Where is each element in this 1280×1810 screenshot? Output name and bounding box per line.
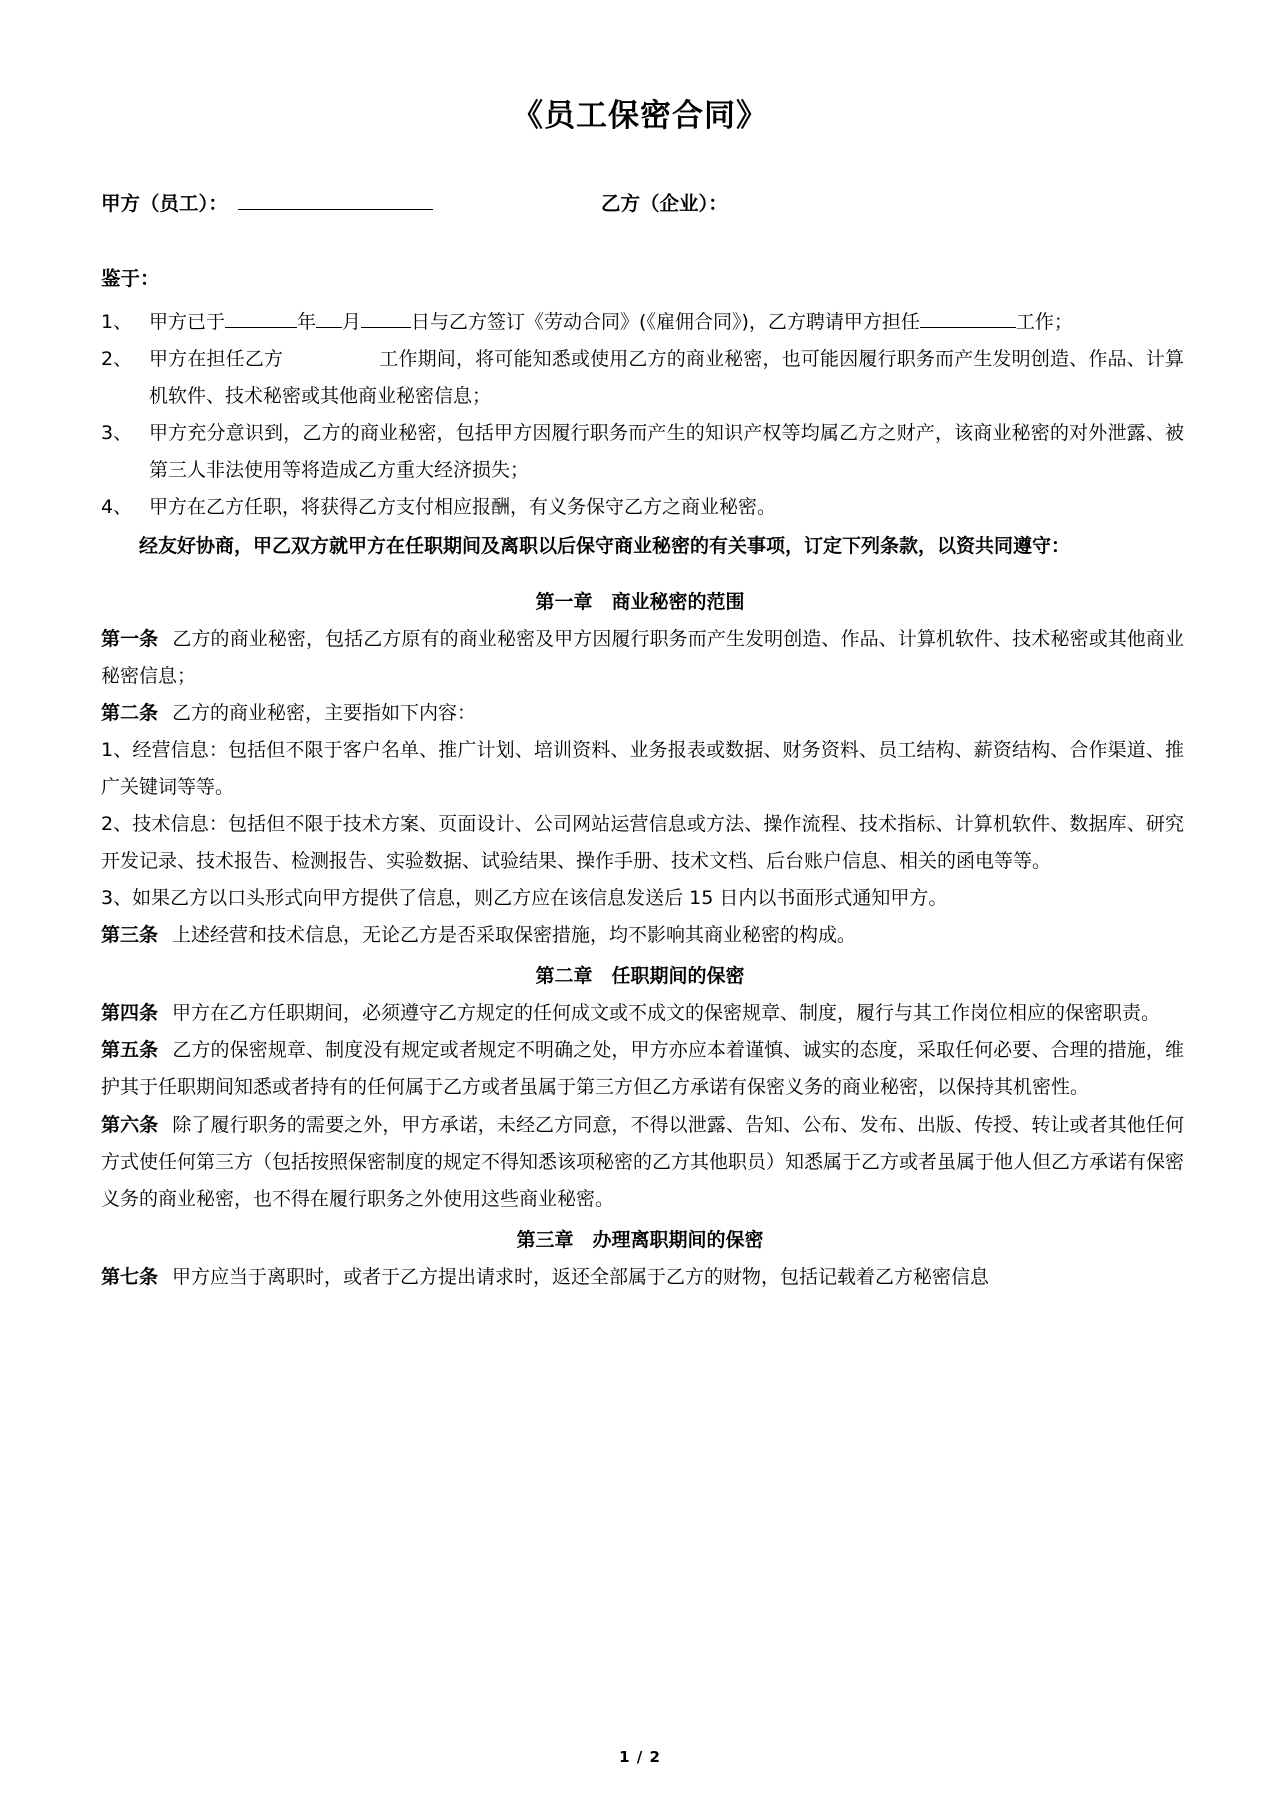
article-paragraph [96, 695, 1184, 732]
clause1-day-blank[interactable] [361, 312, 411, 328]
article-paragraph [96, 880, 1184, 917]
chapter-heading-1: 第一章 商业秘密的范围 [535, 590, 745, 613]
article-paragraph [96, 1032, 1184, 1106]
article-text: 乙方的商业秘密，包括乙方原有的商业秘密及甲方因履行职务而产生发明创造、作品、计算机软件、技术秘密或其他商业秘密信息； [101, 627, 1184, 687]
article-text: 乙方的商业秘密，主要指如下内容： [172, 702, 477, 725]
article-paragraph [96, 1259, 1184, 1296]
whereas-list [96, 304, 1184, 526]
page-number: 1 / 2 [619, 1748, 661, 1766]
clause1-seg4: 日与乙方签订《劳动合同》(《雇佣合同》)，乙方聘请甲方担任 [411, 310, 920, 333]
agreement-statement: 经友好协商，甲乙双方就甲方在任职期间及离职以后保守商业秘密的有关事项，订定下列条款，以资共同遵守： [139, 534, 1071, 557]
article-number: 第三条 [101, 924, 159, 947]
list-item [96, 304, 1184, 341]
whereas-heading: 鉴于： [101, 267, 160, 291]
party-a-label: 甲方（员工）： [101, 192, 228, 216]
clause2-seg1: 甲方在担任乙方 [149, 347, 284, 370]
article-paragraph [96, 995, 1184, 1032]
party-a-group [101, 188, 601, 216]
article-text: 甲方应当于离职时，或者于乙方提出请求时，返还全部属于乙方的财物，包括记载着乙方秘密信息 [172, 1265, 990, 1288]
article-text: 乙方的保密规章、制度没有规定或者规定不明确之处，甲方亦应本着谨慎、诚实的态度，采取任何必要、合理的措施，维护其于任职期间知悉或者持有的任何属于乙方或者虽属于第三方但乙方承诺有保密义务的商业秘密，以保持其机密性。 [101, 1039, 1184, 1099]
clause2-position-blank[interactable] [283, 350, 379, 365]
article-number: 第四条 [101, 1002, 159, 1025]
article-paragraph [96, 1107, 1184, 1218]
article-text: 甲方在乙方任职期间，必须遵守乙方规定的任何成文或不成文的保密规章、制度，履行与其工作岗位相应的保密职责。 [172, 1002, 1161, 1025]
article-text: 上述经营和技术信息，无论乙方是否采取保密措施，均不影响其商业秘密的构成。 [172, 924, 857, 947]
party-b-group [601, 188, 728, 216]
party-row [96, 188, 1184, 216]
article-number: 第五条 [101, 1039, 159, 1062]
page-title: 《员工保密合同》 [512, 98, 768, 134]
list-marker: 1、 [101, 310, 133, 333]
clause1-seg3: 月 [342, 310, 362, 333]
article-paragraph [96, 806, 1184, 880]
list-text [149, 304, 1184, 341]
list-marker: 4、 [101, 495, 133, 518]
clause1-seg2: 年 [297, 310, 317, 333]
article-paragraph [96, 732, 1184, 806]
list-text: 甲方充分意识到，乙方的商业秘密，包括甲方因履行职务而产生的知识产权等均属乙方之财产，该商业秘密的对外泄露、被第三人非法使用等将造成乙方重大经济损失； [149, 421, 1184, 481]
party-b-label: 乙方（企业）： [601, 192, 728, 216]
article-number: 第七条 [101, 1265, 159, 1288]
list-item [96, 415, 1184, 489]
chapter-heading-2: 第二章 任职期间的保密 [535, 965, 745, 988]
article-number: 第一条 [101, 627, 159, 650]
article-number: 第六条 [101, 1113, 159, 1136]
list-item [96, 489, 1184, 526]
article-text: 3、如果乙方以口头形式向甲方提供了信息，则乙方应在该信息发送后 15 日内以书面形式通知甲方。 [101, 887, 948, 910]
article-text: 2、技术信息：包括但不限于技术方案、页面设计、公司网站运营信息或方法、操作流程、技术指标、计算机软件、数据库、研究开发记录、技术报告、检测报告、实验数据、试验结果、操作手册、技术文档、后台账户信息、相关的函电等等。 [101, 813, 1184, 873]
clause1-month-blank[interactable] [316, 312, 342, 328]
list-text: 甲方在乙方任职，将获得乙方支付相应报酬，有义务保守乙方之商业秘密。 [149, 495, 777, 518]
party-a-signature-blank[interactable] [238, 192, 433, 210]
article-text: 1、经营信息：包括但不限于客户名单、推广计划、培训资料、业务报表或数据、财务资料、员工结构、薪资结构、合作渠道、推广关键词等等。 [101, 739, 1184, 799]
list-marker: 3、 [101, 421, 133, 444]
clause1-position-blank[interactable] [920, 312, 1016, 328]
article-paragraph [96, 621, 1184, 695]
clause2-seg2: 工作期间，将可能知悉或使用乙方的商业秘密，也可能因履行职务而产生发明创造、作品、计算机软件、技术秘密或其他商业秘密信息； [149, 347, 1184, 407]
list-marker: 2、 [101, 347, 133, 370]
clause1-year-blank[interactable] [225, 312, 297, 328]
clause1-seg1: 甲方已于 [149, 310, 226, 333]
list-text [149, 341, 1184, 415]
article-number: 第二条 [101, 702, 159, 725]
clause1-seg5: 工作； [1015, 310, 1073, 333]
article-paragraph [96, 917, 1184, 954]
article-text: 除了履行职务的需要之外，甲方承诺，未经乙方同意，不得以泄露、告知、公布、发布、出版、传授、转让或者其他任何方式使任何第三方（包括按照保密制度的规定不得知悉该项秘密的乙方其他职员）知悉属于乙方或者虽属于他人但乙方承诺有保密义务的商业秘密，也不得在履行职务之外使用这些商业秘密。 [101, 1113, 1185, 1210]
chapter-heading-3: 第三章 办理离职期间的保密 [516, 1228, 764, 1251]
list-item [96, 341, 1184, 415]
